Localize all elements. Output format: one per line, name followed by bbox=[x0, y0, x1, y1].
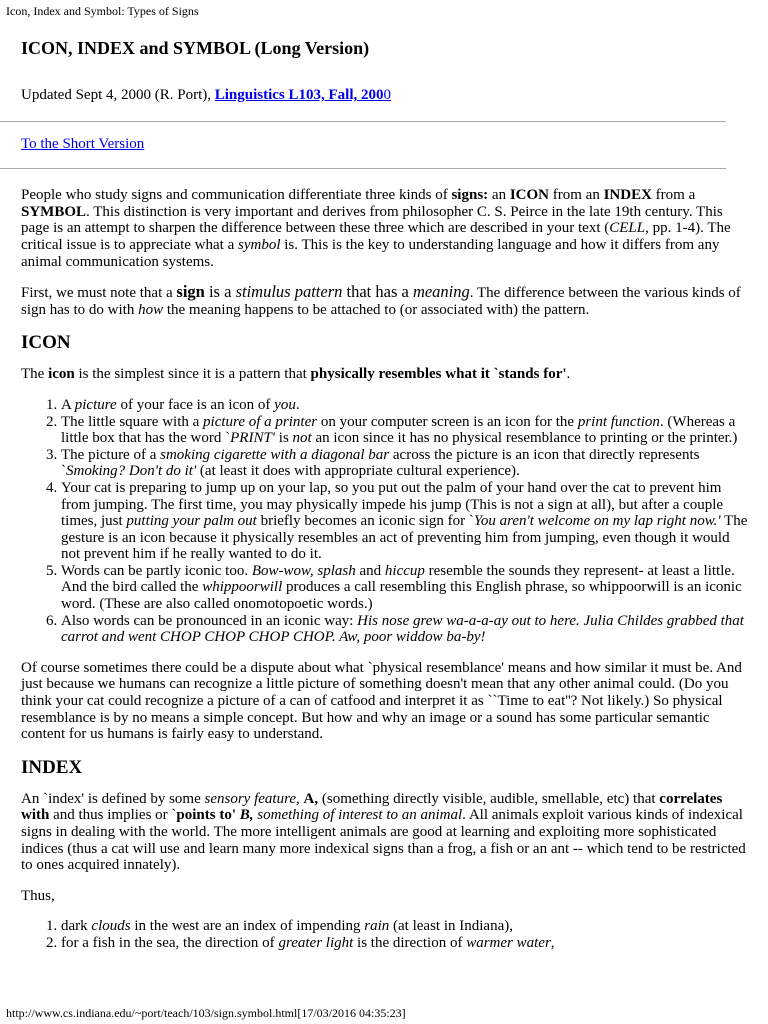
index-heading: INDEX bbox=[21, 756, 83, 778]
first-paragraph: First, we must note that a sign is a stimulus pattern that has a meaning. The difference between the various kinds of sign has to do with how the meaning happens to be attached to (or associated with) the pattern. bbox=[21, 282, 741, 318]
document-body bbox=[21, 37, 749, 966]
divider-top bbox=[0, 121, 726, 122]
thus-line: Thus, bbox=[21, 887, 55, 904]
index-lead: An `index' is defined by some sensory feature, A, (something directly visible, audible, smellable, etc) that correlates with and thus implies or `points to' B, something of interest to an animal. All animals exploit various kinds of indexical signs in dealing with the world. The more intelligent animals are good at learning and exploiting more sophisticated indices (thus a cat will use and learn many more indexical signs than a frog, a fish or an ant -- which tend to be restricted to ones acquired innately). bbox=[21, 790, 746, 874]
list-item: 3. The picture of a smoking cigarette with a diagonal bar across the picture is an icon that directly represents `Smoking? Don't do it' (at least it does with appropriate cultural experience). bbox=[61, 447, 749, 480]
list-item: 1. dark clouds in the west are an index of impending rain (at least in Indiana), bbox=[61, 918, 749, 935]
icon-list bbox=[21, 397, 749, 646]
icon-lead: The icon is the simplest since it is a pattern that physically resembles what it `stands for'. bbox=[21, 366, 571, 383]
page-title: ICON, INDEX and SYMBOL (Long Version) bbox=[21, 38, 370, 58]
icon-closing-paragraph: Of course sometimes there could be a dispute about what `physical resemblance' means and how similar it must be. And just because we humans can recognize a little picture of something doesn't mean that any other animal could. (Do you think your cat could recognize a picture of a can of catfood and interpret it as ``Time to eat''? Not likely.) So physical resemblance is by no means a simple concept. But how and why an image or a sound has some particular semantic content for us humans is fairly easy to understand. bbox=[21, 659, 742, 743]
updated-text: Updated Sept 4, 2000 (R. Port), bbox=[21, 87, 215, 103]
course-link-tail: 0 bbox=[383, 87, 392, 103]
list-item: 1. A picture of your face is an icon of you. bbox=[61, 397, 749, 414]
list-item: 2. for a fish in the sea, the direction of greater light is the direction of warmer water, bbox=[61, 935, 749, 952]
list-item: 6. Also words can be pronounced in an iconic way: His nose grew wa-a-a-ay out to here. Julia Childes grabbed that carrot and went CHOP CHOP CHOP CHOP. Aw, poor widdow ba-by! bbox=[61, 613, 749, 646]
short-version-link[interactable]: To the Short Version bbox=[21, 135, 145, 152]
intro-paragraph: People who study signs and communication differentiate three kinds of signs: an ICON from an INDEX from a SYMBOL. This distinction is very important and derives from philosopher C. S. Peirce in the late 19th century. This page is an attempt to sharpen the difference between these three which are described in your text (CELL, pp. 1-4). The critical issue is to appreciate what a symbol is. This is the key to understanding language and how it differs from any animal communication systems. bbox=[21, 187, 731, 270]
updated-line bbox=[21, 87, 749, 104]
page-footer-url: http://www.cs.indiana.edu/~port/teach/103/sign.symbol.html[17/03/2016 04:35:23] bbox=[6, 1006, 406, 1020]
list-item: 2. The little square with a picture of a printer on your computer screen is an icon for the print function. (Whereas a little box that has the word `PRINT' is not an icon since it has no physical resemblance to printing or the printer.) bbox=[61, 414, 749, 447]
list-item: 5. Words can be partly iconic too. Bow-wow, splash and hiccup resemble the sounds they represent- at least a little. And the bird called the whippoorwill produces a call resembling this English phrase, so whippoorwill is an iconic word. (These are also called onomotopoetic words.) bbox=[61, 563, 749, 613]
index-list bbox=[21, 918, 749, 951]
divider-bottom bbox=[0, 168, 726, 169]
short-version-line bbox=[21, 136, 749, 153]
course-link[interactable]: Linguistics L103, Fall, 2000 bbox=[214, 87, 392, 103]
icon-heading: ICON bbox=[21, 332, 71, 354]
list-item: 4. Your cat is preparing to jump up on your lap, so you put out the palm of your hand over the cat to prevent him from jumping. The first time, you may physically impede his jump (This is not a sign at all), but after a couple times, just putting your palm out briefly becomes an iconic sign for `You aren't welcome on my lap right now.' The gesture is an icon because it physically resembles an act of preventing him from jumping, even though it would not prevent him if he really wanted to do it. bbox=[61, 480, 749, 563]
page-header-title: Icon, Index and Symbol: Types of Signs bbox=[6, 4, 199, 18]
